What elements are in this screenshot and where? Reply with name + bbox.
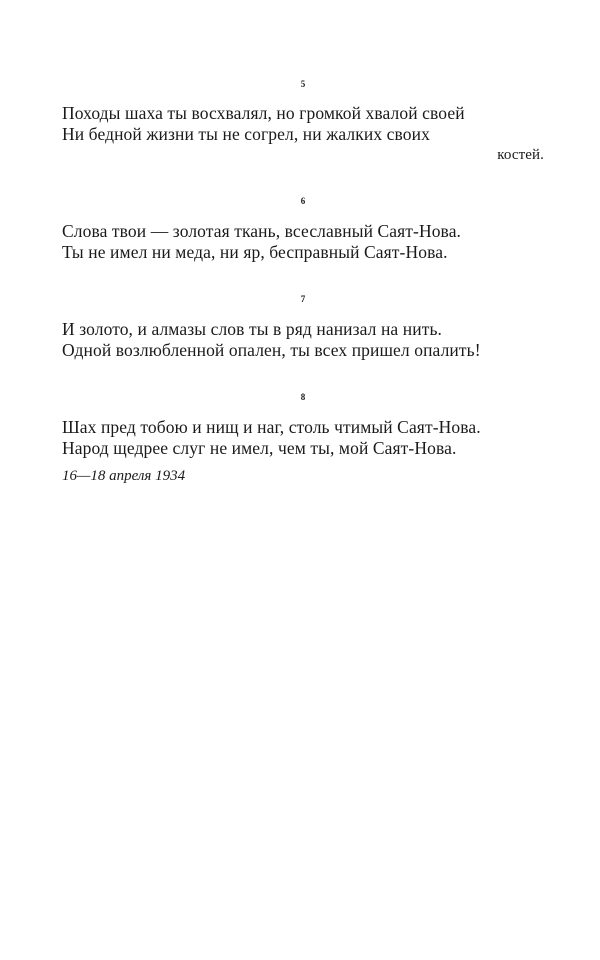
- poem-page: [62, 78, 544, 486]
- stanza-number: 7: [300, 294, 306, 304]
- stanza-6: [62, 195, 544, 263]
- verse-line: Слова твои — золотая ткань, всеславный Саят-Нова.: [62, 221, 462, 241]
- verse-line: Походы шаха ты восхвалял, но громкой хвалой своей: [62, 103, 465, 123]
- verse-line-continuation: костей.: [497, 147, 544, 163]
- verse-line: Народ щедрее слуг не имел, чем ты, мой Саят-Нова.: [62, 438, 457, 458]
- stanza-5: [62, 78, 544, 165]
- stanza-8: [62, 391, 544, 459]
- stanza-number: 5: [300, 79, 306, 89]
- verse-line: Одной возлюбленной опален, ты всех пришел опалить!: [62, 340, 481, 360]
- verse-line: Ты не имел ни меда, ни яр, бесправный Саят-Нова.: [62, 242, 448, 262]
- poem-date: 16—18 апреля 1934: [62, 468, 186, 484]
- verse-line: Ни бедной жизни ты не согрел, ни жалких своих: [62, 124, 430, 144]
- verse-line: И золото, и алмазы слов ты в ряд нанизал на нить.: [62, 319, 443, 339]
- stanza-number: 6: [300, 196, 306, 206]
- stanza-number: 8: [300, 392, 306, 402]
- stanza-7: [62, 293, 544, 361]
- verse-line: Шах пред тобою и нищ и наг, столь чтимый Саят-Нова.: [62, 417, 481, 437]
